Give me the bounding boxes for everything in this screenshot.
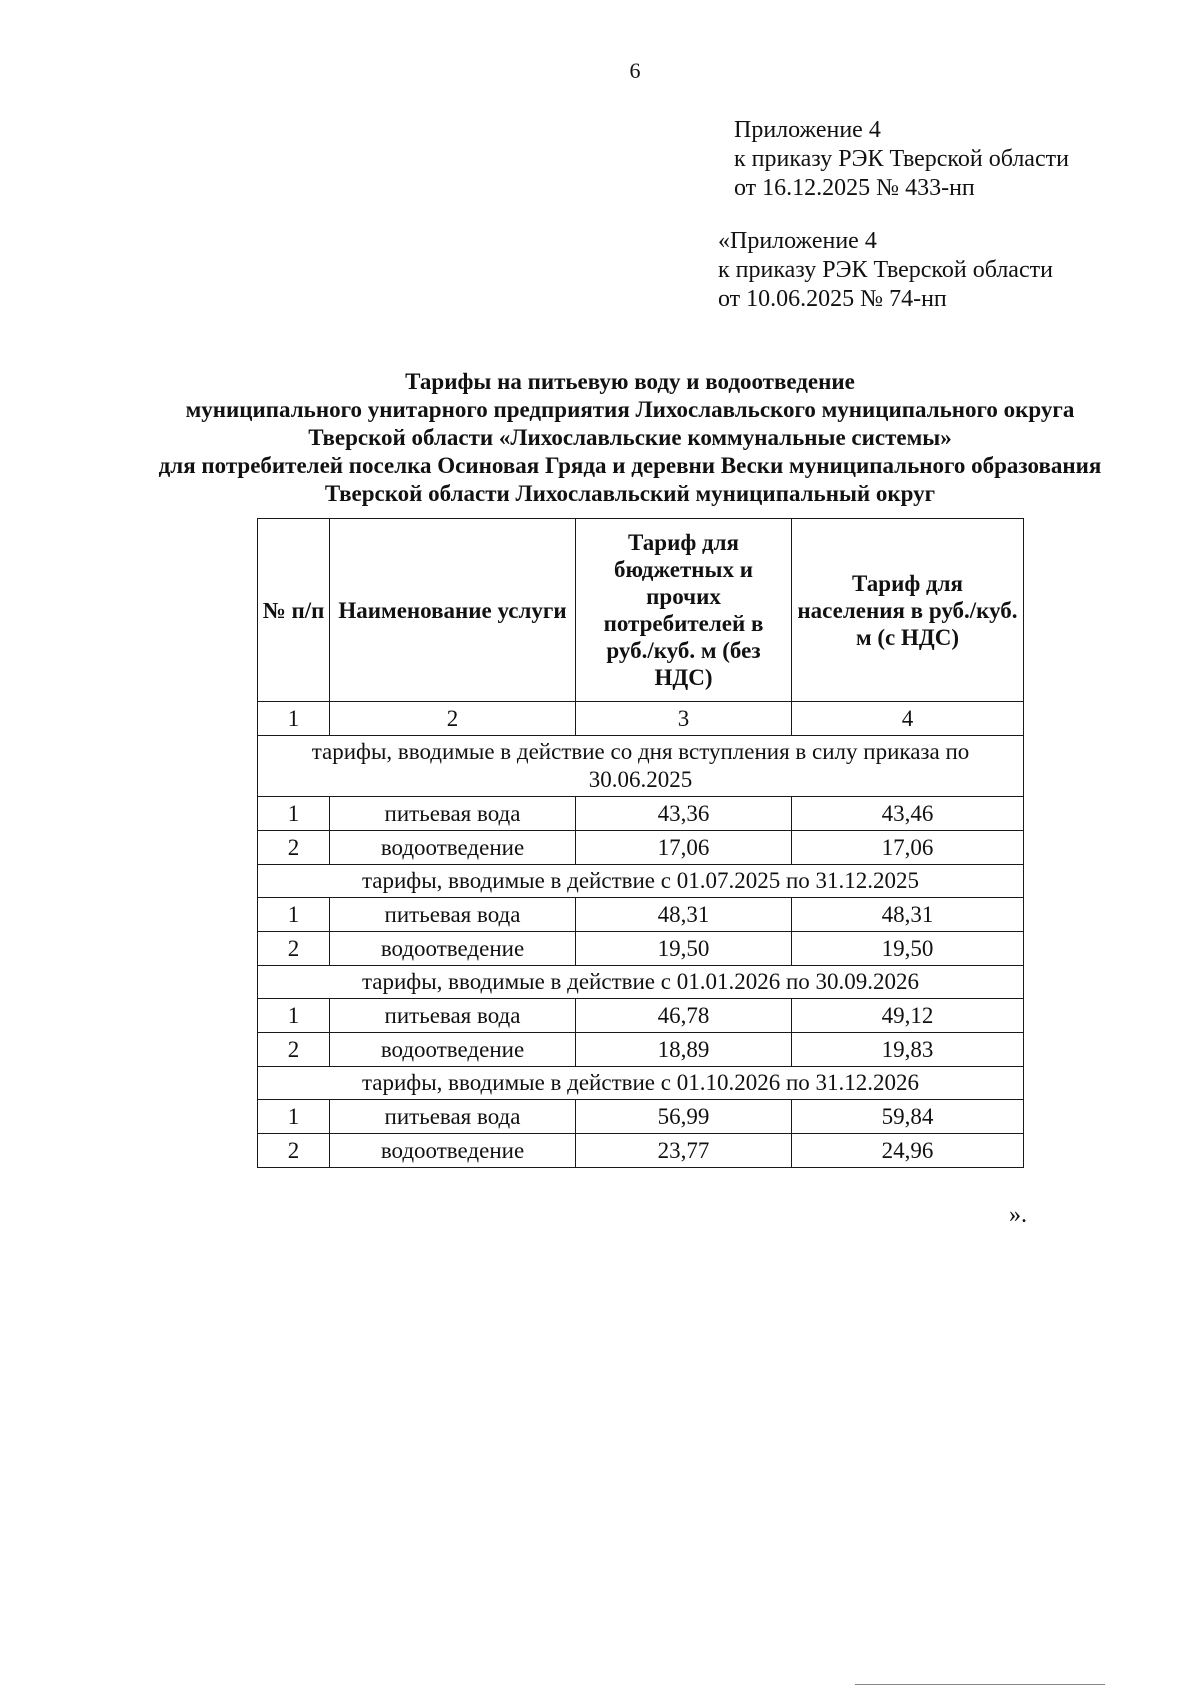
budget-tariff: 18,89 xyxy=(576,1033,792,1067)
period-row xyxy=(258,1067,1024,1100)
service-name: питьевая вода xyxy=(330,898,576,932)
table-row xyxy=(258,1100,1024,1134)
column-number: 4 xyxy=(792,702,1024,736)
service-name: питьевая вода xyxy=(330,1100,576,1134)
table-row xyxy=(258,1134,1024,1168)
population-tariff: 49,12 xyxy=(792,999,1024,1033)
appendix-current-line: Приложение 4 xyxy=(734,117,881,143)
column-number: 1 xyxy=(258,702,330,736)
population-tariff: 19,50 xyxy=(792,932,1024,966)
budget-tariff: 46,78 xyxy=(576,999,792,1033)
row-number: 2 xyxy=(258,932,330,966)
service-name: водоотведение xyxy=(330,932,576,966)
service-name: питьевая вода xyxy=(330,797,576,831)
appendix-current-line: к приказу РЭК Тверской области xyxy=(734,146,1069,172)
title-line: муниципального унитарного предприятия Лихославльского муниципального округа xyxy=(185,397,1075,422)
table-row xyxy=(258,797,1024,831)
title-line: Тверской области «Лихославльские коммунальные системы» xyxy=(308,425,952,450)
population-tariff: 59,84 xyxy=(792,1100,1024,1134)
table-row xyxy=(258,1033,1024,1067)
population-tariff: 24,96 xyxy=(792,1134,1024,1168)
appendix-current-line: от 16.12.2025 № 433-нп xyxy=(734,175,975,201)
table-header-row xyxy=(258,519,1024,702)
appendix-previous-reference xyxy=(718,227,1053,314)
title-line: для потребителей поселка Осиновая Гряда и деревни Вески муниципального образования xyxy=(158,453,1102,478)
header-number: № п/п xyxy=(258,519,330,702)
document-title xyxy=(120,368,1140,508)
budget-tariff: 56,99 xyxy=(576,1100,792,1134)
row-number: 2 xyxy=(258,1033,330,1067)
header-service-name: Наименование услуги xyxy=(330,519,576,702)
footer-rule xyxy=(855,1684,1105,1685)
tariff-table xyxy=(257,518,1024,1168)
budget-tariff: 23,77 xyxy=(576,1134,792,1168)
appendix-previous-line: к приказу РЭК Тверской области xyxy=(718,257,1053,283)
title-line: Тарифы на питьевую воду и водоотведение xyxy=(405,369,855,394)
table-row xyxy=(258,831,1024,865)
period-label: тарифы, вводимые в действие с 01.07.2025 по 31.12.2025 xyxy=(258,865,1024,898)
table-row xyxy=(258,999,1024,1033)
period-row xyxy=(258,865,1024,898)
row-number: 1 xyxy=(258,999,330,1033)
service-name: водоотведение xyxy=(330,1134,576,1168)
page-number: 6 xyxy=(629,58,641,83)
appendix-current-reference xyxy=(734,116,1069,203)
title-line: Тверской области Лихославльский муниципальный округ xyxy=(324,481,936,506)
population-tariff: 43,46 xyxy=(792,797,1024,831)
appendix-previous-line: «Приложение 4 xyxy=(718,228,877,254)
column-number: 3 xyxy=(576,702,792,736)
row-number: 1 xyxy=(258,1100,330,1134)
closing-quote-mark: ». xyxy=(1009,1202,1027,1228)
header-population-tariff: Тариф для населения в руб./куб. м (с НДС) xyxy=(792,519,1024,702)
column-number: 2 xyxy=(330,702,576,736)
period-label: тарифы, вводимые в действие со дня вступления в силу приказа по 30.06.2025 xyxy=(258,736,1024,797)
budget-tariff: 43,36 xyxy=(576,797,792,831)
period-label: тарифы, вводимые в действие с 01.01.2026 по 30.09.2026 xyxy=(258,966,1024,999)
service-name: водоотведение xyxy=(330,1033,576,1067)
service-name: водоотведение xyxy=(330,831,576,865)
population-tariff: 48,31 xyxy=(792,898,1024,932)
population-tariff: 17,06 xyxy=(792,831,1024,865)
header-budget-tariff: Тариф для бюджетных и прочих потребителей в руб./куб. м (без НДС) xyxy=(576,519,792,702)
period-label: тарифы, вводимые в действие с 01.10.2026 по 31.12.2026 xyxy=(258,1067,1024,1100)
table-row xyxy=(258,932,1024,966)
row-number: 1 xyxy=(258,898,330,932)
table-row xyxy=(258,898,1024,932)
population-tariff: 19,83 xyxy=(792,1033,1024,1067)
row-number: 2 xyxy=(258,1134,330,1168)
row-number: 1 xyxy=(258,797,330,831)
period-row xyxy=(258,736,1024,797)
column-number-row xyxy=(258,702,1024,736)
budget-tariff: 17,06 xyxy=(576,831,792,865)
budget-tariff: 48,31 xyxy=(576,898,792,932)
period-row xyxy=(258,966,1024,999)
row-number: 2 xyxy=(258,831,330,865)
appendix-previous-line: от 10.06.2025 № 74-нп xyxy=(718,286,947,312)
service-name: питьевая вода xyxy=(330,999,576,1033)
budget-tariff: 19,50 xyxy=(576,932,792,966)
